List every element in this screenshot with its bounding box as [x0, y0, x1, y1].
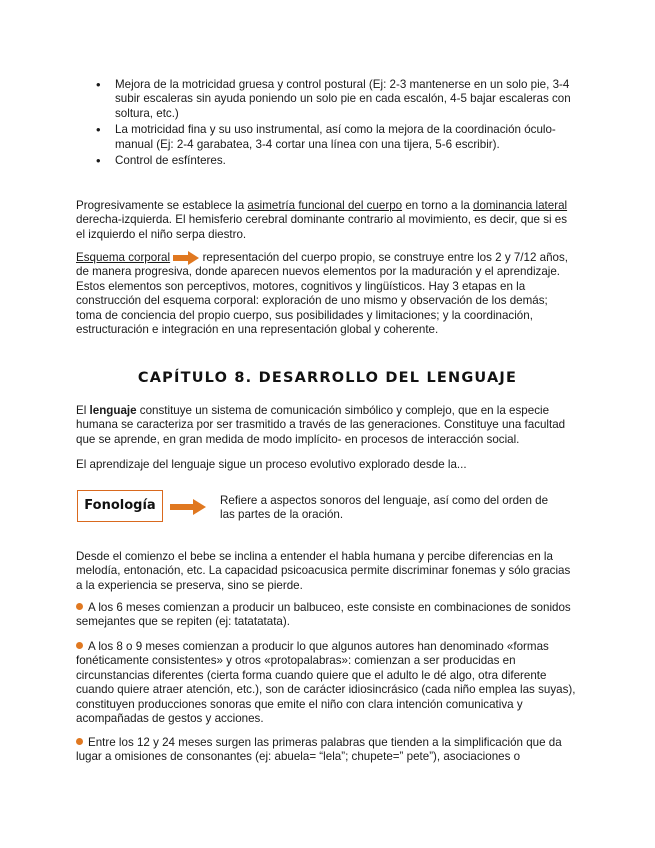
list-item: • La motricidad fina y su uso instrumental, así como la mejora de la coordinación óculo-manual (Ej: 2-4 garabatea, 3-4 cortar una línea con una tijera, 5-6 escribir). — [76, 123, 576, 152]
dominancia-term: dominancia lateral — [473, 199, 568, 212]
chapter-title: CAPÍTULO 8. DESARROLLO DEL LENGUAJE — [137, 370, 518, 386]
stage-item: Entre los 12 y 24 meses surgen las primeras palabras que tienden a la simplificación que da lugar a omisiones de consonantes (ej: abuela= “lela”; chupete=” pete”), asociaciones o — [76, 736, 562, 764]
esquema-term: Esquema corporal — [76, 251, 171, 265]
arrow-right-icon — [170, 499, 206, 515]
list-item: • Control de esfínteres. — [76, 154, 576, 168]
list-item: • Mejora de la motricidad gruesa y control postural (Ej: 2-3 mantenerse en un solo pie, 3-4 subir escaleras sin ayuda poniendo un solo pie en cada escalón, 4-5 bajar escaleras con soltura, etc.) — [76, 78, 576, 121]
bullet-dot-icon — [76, 642, 83, 649]
motor-development-list — [76, 78, 576, 170]
stage-item: A los 8 o 9 meses comienzan a producir lo que algunos autores han denominado «formas fonéticamente consistentes» y otros «protopalabras»: comienzan a ser producidas en circunstancias diferentes (cierta forma cuando quiere que el adulto le dé algo, otra diferente cuando quiere atraer atención, etc.), son de carácter idiosincrásico (cada niño emplea las suyas), constituyen producciones sonoras que emite el niño con clara intención comunicativa y acompañadas de gestos y acciones. — [76, 640, 576, 726]
fonologia-label-box: Fonología — [77, 490, 163, 522]
esquema-paragraph: Esquema corporal representación del cuerpo propio, se construye entre los 2 y 7/12 años, de manera progresiva, donde aparecen nuevos elementos por la maduración y el aprendizaje. Estos elementos son perceptivos, motores, cognitivos y lingüísticos. Hay 3 etapas en la construcción del esquema corporal: exploración de uno mismo y observación de los demás; toma de conciencia del propio cuerpo, sus posibilidades y limitaciones; y la coordinación, estructuración e integración en una representación global y coherente. — [76, 251, 568, 337]
arrow-right-icon — [173, 251, 199, 265]
stage-item: A los 6 meses comienzan a producir un balbuceo, este consiste en combinaciones de sonidos semejantes que se repiten (ej: tatatatata). — [76, 601, 571, 629]
asimetria-paragraph: Progresivamente se establece la asimetría funcional del cuerpo en torno a la dominancia lateral derecha-izquierda. El hemisferio cerebral dominante contrario al movimiento, es decir, que si es el izquierdo el niño serpa diestro. — [76, 199, 568, 241]
bullet-dot-icon — [76, 603, 83, 610]
lenguaje-term: lenguaje — [89, 404, 137, 417]
lenguaje-paragraph: El lenguaje constituye un sistema de comunicación simbólico y complejo, que en la especie humana se caracteriza por ser trasmitido a través de las generaciones. Constituye una facultad que se aprende, en gran medida de modo implícito- en procesos de interacción social. — [76, 404, 566, 446]
aprendizaje-paragraph: El aprendizaje del lenguaje sigue un proceso evolutivo explorado desde la... — [76, 458, 467, 471]
asimetria-term: asimetría funcional del cuerpo — [247, 199, 403, 212]
bebe-paragraph: Desde el comienzo el bebe se inclina a entender el habla humana y percibe diferencias en la melodía, entonación, etc. La capacidad psicoacusica permite discriminar fonemas y sólo gracias a la experiencia se preserva, sino se pierde. — [76, 550, 571, 592]
fonologia-definition: Refiere a aspectos sonoros del lenguaje, así como del orden de las partes de la oración. — [220, 494, 549, 522]
bullet-dot-icon — [76, 738, 83, 745]
